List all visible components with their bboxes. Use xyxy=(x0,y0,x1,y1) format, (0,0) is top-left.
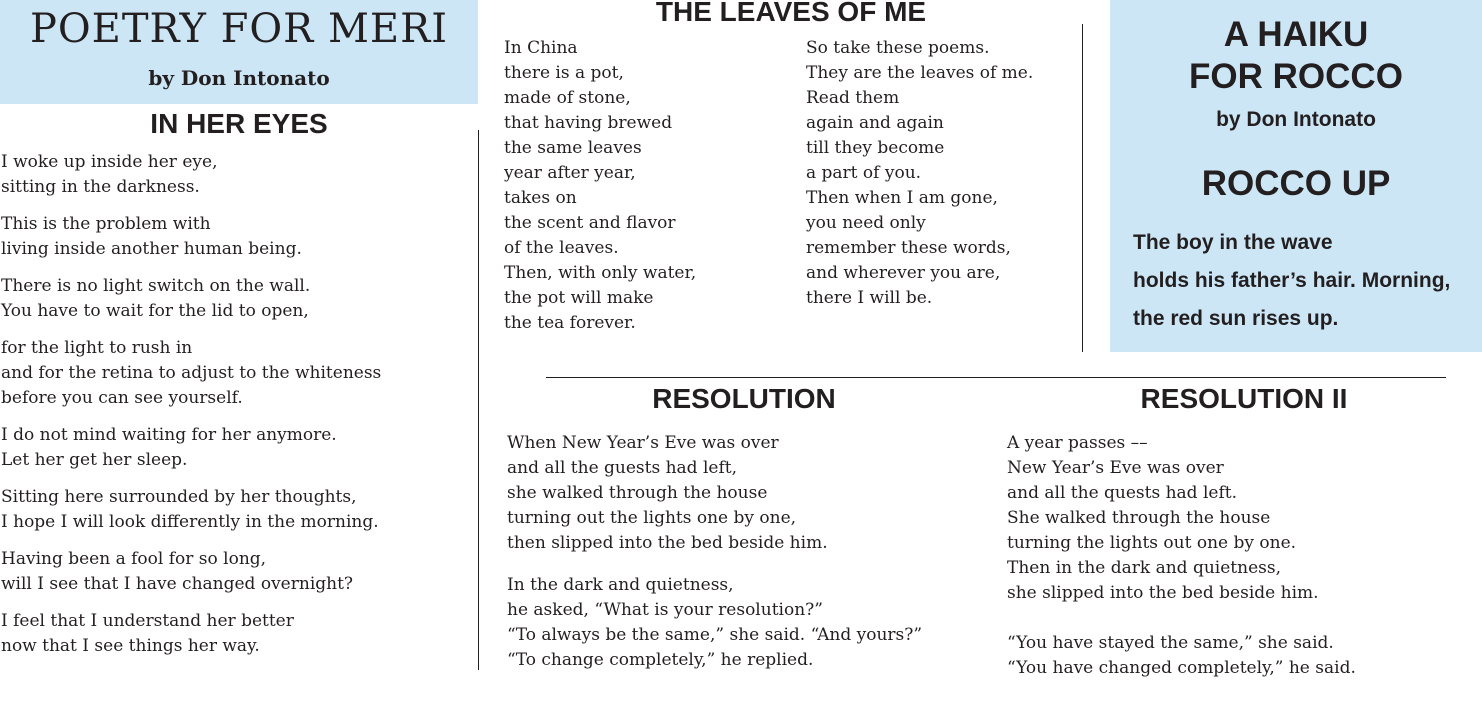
stanza xyxy=(1007,431,1356,606)
masthead-title: POETRY FOR MERI xyxy=(29,6,449,52)
masthead-banner xyxy=(0,0,478,104)
haiku-title-line-1: A HAIKU xyxy=(1223,15,1369,54)
column-divider-left xyxy=(478,130,479,670)
poem-line: there is a pot, xyxy=(504,63,624,83)
poem-line: the tea forever. xyxy=(504,313,636,333)
poem-line: then slipped into the bed beside him. xyxy=(507,533,828,553)
haiku-title xyxy=(1110,14,1482,98)
resolution-poem xyxy=(507,431,922,690)
poem-line: now that I see things her way. xyxy=(1,636,260,656)
poem-line: the scent and flavor xyxy=(504,213,676,233)
stanza xyxy=(507,573,922,673)
poem-line: “You have stayed the same,” she said. xyxy=(1007,633,1334,653)
poem-line: New Year’s Eve was over xyxy=(1007,458,1224,478)
leaves-of-me-title: THE LEAVES OF ME xyxy=(655,0,927,27)
poem-line: “To always be the same,” she said. “And yours?” xyxy=(507,625,923,645)
poem-line: the pot will make xyxy=(504,288,654,308)
poem-line: The boy in the wave xyxy=(1133,231,1333,254)
poem-line: Then, with only water, xyxy=(504,263,697,283)
poem-line: A year passes –– xyxy=(1007,433,1148,453)
poem-line: and wherever you are, xyxy=(806,263,1001,283)
poem-line: before you can see yourself. xyxy=(1,388,243,408)
leaves-of-me-column-1 xyxy=(504,36,696,336)
poem-line: till they become xyxy=(806,138,945,158)
poem-line: This is the problem with xyxy=(1,214,211,234)
column-divider-right xyxy=(1082,24,1083,352)
poem-line: that having brewed xyxy=(504,113,673,133)
poem-line: They are the leaves of me. xyxy=(806,63,1034,83)
poem-line: the red sun rises up. xyxy=(1133,307,1339,330)
poem-line: Then when I am gone, xyxy=(806,188,998,208)
poem-line: You have to wait for the lid to open, xyxy=(1,301,309,321)
poem-line: Having been a fool for so long, xyxy=(1,549,267,569)
poem-line: In China xyxy=(504,38,578,58)
leaves-of-me-column-2 xyxy=(806,36,1033,311)
poem-line: So take these poems. xyxy=(806,38,990,58)
resolution-title: RESOLUTION xyxy=(652,383,836,414)
poem-line: and all the quests had left. xyxy=(1007,483,1237,503)
haiku-poem xyxy=(1133,224,1450,338)
poem-line: “To change completely,” he replied. xyxy=(507,650,814,670)
stanza xyxy=(1,547,381,597)
stanza xyxy=(1,485,381,535)
stanza xyxy=(1,274,381,324)
poem-line: I feel that I understand her better xyxy=(1,611,294,631)
stanza xyxy=(1,212,381,262)
masthead-byline: by Don Intonato xyxy=(148,66,330,90)
poem-line: takes on xyxy=(504,188,577,208)
in-her-eyes-poem xyxy=(1,150,381,671)
poem-line: sitting in the darkness. xyxy=(1,177,200,197)
poem-line: Sitting here surrounded by her thoughts, xyxy=(1,487,357,507)
poem-line: he asked, “What is your resolution?” xyxy=(507,600,823,620)
poem-line: you need only xyxy=(806,213,926,233)
poem-line: living inside another human being. xyxy=(1,239,302,259)
resolution-ii-title: RESOLUTION II xyxy=(1140,383,1348,414)
poem-line: turning the lights out one by one. xyxy=(1007,533,1297,553)
poem-line: made of stone, xyxy=(504,88,631,108)
poem-line: for the light to rush in xyxy=(1,338,193,358)
stanza xyxy=(1,336,381,411)
poem-line: will I see that I have changed overnight? xyxy=(1,574,354,594)
poem-line: and for the retina to adjust to the whiteness xyxy=(1,363,382,383)
poem-line: I do not mind waiting for her anymore. xyxy=(1,425,337,445)
stanza xyxy=(1007,631,1356,681)
poem-line: She walked through the house xyxy=(1007,508,1271,528)
poem-line: Then in the dark and quietness, xyxy=(1007,558,1281,578)
poem-line: I woke up inside her eye, xyxy=(1,152,218,172)
poem-line: the same leaves xyxy=(504,138,642,158)
stanza xyxy=(1,150,381,200)
poem-line: I hope I will look differently in the morning. xyxy=(1,512,379,532)
poem-line: again and again xyxy=(806,113,944,133)
poem-line: she walked through the house xyxy=(507,483,768,503)
poem-line: a part of you. xyxy=(806,163,922,183)
poem-line: Read them xyxy=(806,88,900,108)
stanza xyxy=(1,423,381,473)
poem-line: and all the guests had left, xyxy=(507,458,737,478)
poem-line: There is no light switch on the wall. xyxy=(1,276,311,296)
haiku-title-line-2: FOR ROCCO xyxy=(1189,57,1403,96)
poem-line: of the leaves. xyxy=(504,238,619,258)
poem-line: she slipped into the bed beside him. xyxy=(1007,583,1319,603)
haiku-box xyxy=(1110,0,1482,352)
resolution-ii-poem xyxy=(1007,431,1356,706)
poem-line: turning out the lights one by one, xyxy=(507,508,797,528)
rocco-up-title: ROCCO UP xyxy=(1201,164,1391,203)
stanza xyxy=(507,431,922,556)
section-divider xyxy=(546,377,1446,378)
poem-line: In the dark and quietness, xyxy=(507,575,734,595)
poem-line: there I will be. xyxy=(806,288,933,308)
in-her-eyes-title: IN HER EYES xyxy=(150,108,328,139)
poem-line: When New Year’s Eve was over xyxy=(507,433,779,453)
haiku-byline: by Don Intonato xyxy=(1216,108,1376,131)
poem-line: “You have changed completely,” he said. xyxy=(1007,658,1356,678)
poem-line: remember these words, xyxy=(806,238,1011,258)
poem-line: year after year, xyxy=(504,163,636,183)
poem-line: Let her get her sleep. xyxy=(1,450,188,470)
stanza xyxy=(1,609,381,659)
poem-line: holds his father’s hair. Morning, xyxy=(1133,269,1451,292)
